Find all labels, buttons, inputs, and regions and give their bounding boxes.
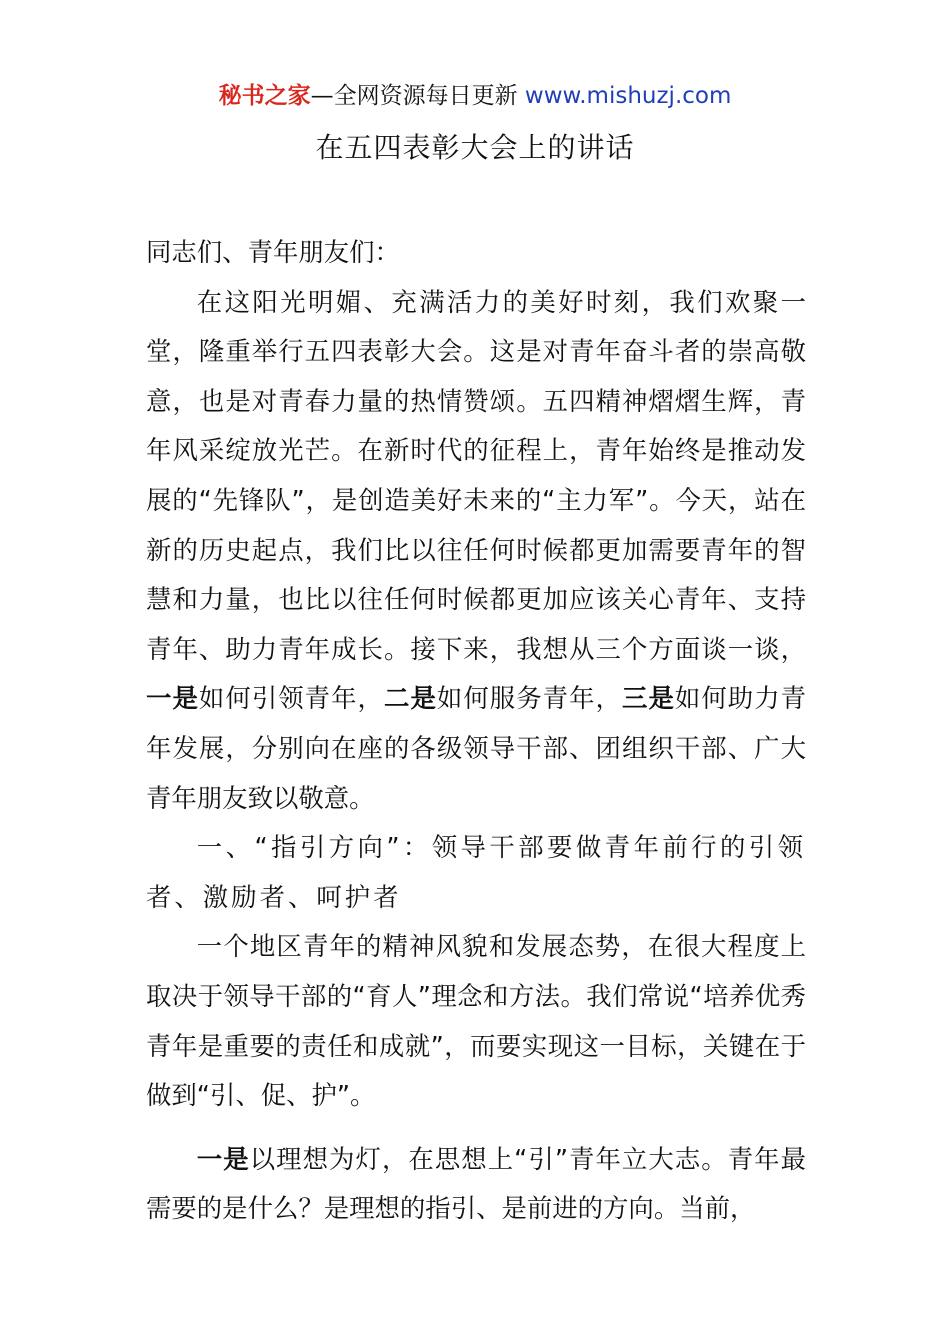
brand-name: 秘书之家 xyxy=(218,83,311,109)
paragraph-text: 以理想为灯，在思想上“引”青年立大志。青年最需要的是什么？是理想的指引、是前进的方向。当前， xyxy=(146,1143,807,1224)
site-header xyxy=(0,80,950,112)
document-title: 在五四表彰大会上的讲话 xyxy=(315,131,635,164)
paragraph-text: 在这阳光明媚、充满活力的美好时刻，我们欢聚一堂，隆重举行五四表彰大会。这是对青年奋斗者的崇高敬意，也是对青春力量的热情赞颂。五四精神熠熠生辉，青年风采绽放光芒。在新时代的征程上，青年始终是推动发展的“先锋队”，是创造美好未来的“主力军”。今天，站在新的历史起点，我们比以往任何时候都更加需要青年的智慧和力量，也比以往任何时候都更加应该关心青年、支持青年、助力青年成长。接下来，我想从三个方面谈一谈， xyxy=(146,286,806,664)
document-body xyxy=(146,228,806,1234)
bold-marker: 一是 xyxy=(146,683,199,714)
paragraph-text: 如何引领青年， xyxy=(198,683,384,714)
header-tagline: —全网资源每日更新 xyxy=(310,83,518,109)
bold-marker: 二是 xyxy=(384,683,437,714)
paragraph-section-intro: 一个地区青年的精神风貌和发展态势，在很大程度上取决于领导干部的“育人”理念和方法。我们常说“培养优秀青年是重要的责任和成就”，而要实现这一目标，关键在于做到“引、促、护”。 xyxy=(146,931,806,1111)
paragraph-opening xyxy=(146,278,806,824)
paragraph-text: 如何助力青年发展，分别向在座的各级领导干部、团组织干部、广大青年朋友致以敬意。 xyxy=(146,683,807,813)
paragraph-point-one xyxy=(146,1135,806,1234)
site-url-link[interactable]: www.mishuzj.com xyxy=(524,83,732,109)
salutation: 同志们、青年朋友们： xyxy=(146,237,400,267)
paragraph-text: 如何服务青年， xyxy=(436,683,622,714)
bold-marker: 三是 xyxy=(622,683,675,714)
section-heading: 一、“指引方向”：领导干部要做青年前行的引领者、激励者、呵护者 xyxy=(146,832,806,912)
bold-marker: 一是 xyxy=(196,1143,250,1174)
